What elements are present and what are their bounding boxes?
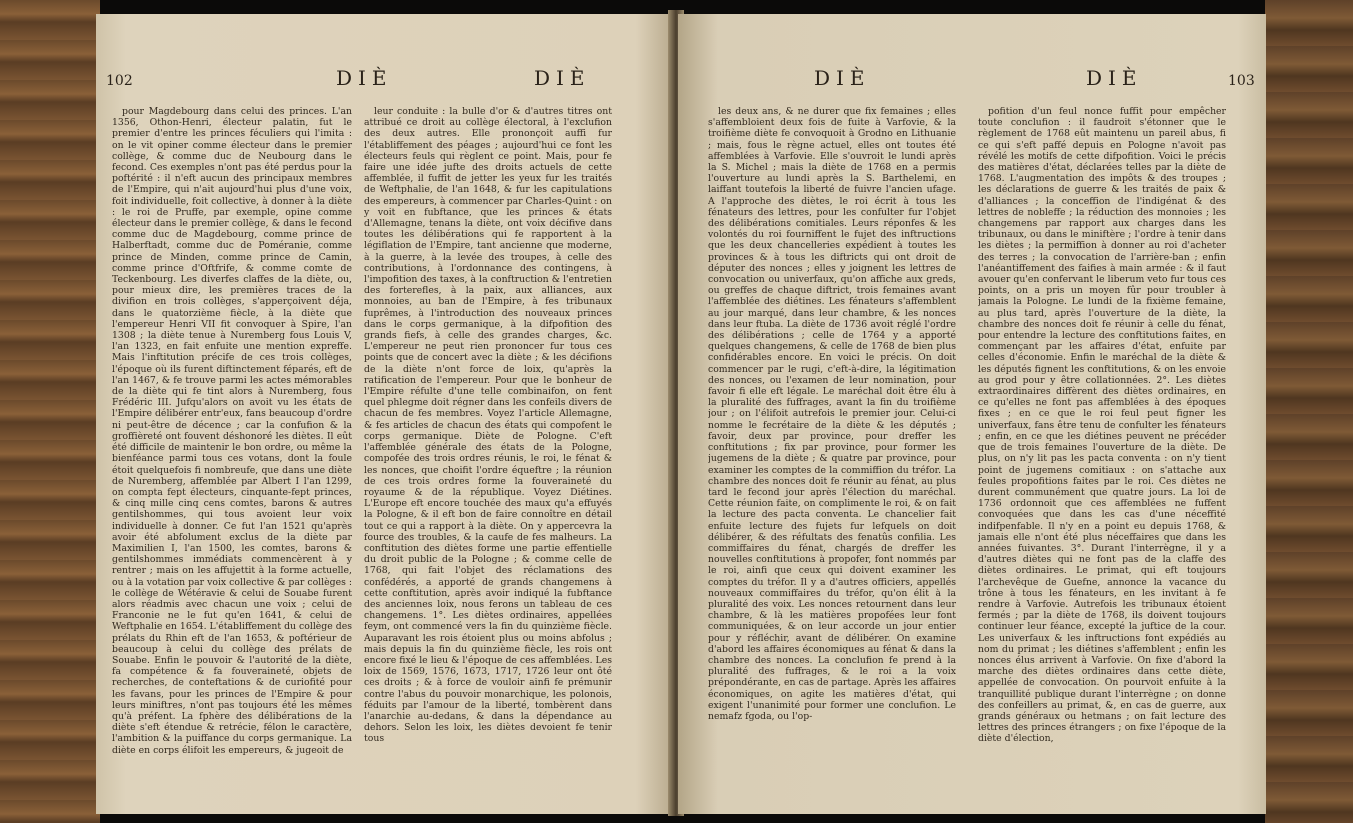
book-cover-left-edge [0,0,100,823]
column-text: pofition d'un feul nonce fuffit pour empêcher toute conclufion : il faudroit s'étonner que le règlement de 1768 eût maintenu un pareil abus, fi ce qui s'eft paffé depuis en Pologne n'avoit pas révélé les motifs de cette difpofition. Voici le précis des matières d'état, déclarées telles par la diète de 1768. L'augmentation des impôts & des troupes ; les déclarations de guerre & les traités de paix & d'alliances ; la conceffion de l'indigénat & des lettres de nobleffe ; la réduction des monnoies ; les changemens par rapport aux charges dans les tribunaux, ou dans le miniftère ; l'ordre à tenir dans les diètes ; la permiffion à donner au roi d'acheter des terres ; la convocation de l'arrière-ban ; enfin l'anéantiffement des faifies à main armée : & il faut avouer qu'en confervant le liberum veto fur tous ces points, on a pris un moyen fûr pour troubler à jamais la Pologne. Le lundi de la fixième femaine, au plus tard, après l'ouverture de la diète, la chambre des nonces doit fe réunir à celle du fénat, pour entendre la lecture des conftitutions faites, en commençant par les affaires d'état, enfuite par celles d'économie. Enfin le maréchal de la diète & les députés fignent les conftitutions, & on les envoie au grod pour y être collationnées. 2°. Les diètes extraordinaires diffèrent des diètes ordinaires, en ce qu'elles ne font pas affemblées à des époques fixes ; en ce que le roi feul peut figner les univerfaux, fans être tenu de confulter les fénateurs ; enfin, en ce que les diétines peuvent ne précéder que de trois femaines l'ouverture de la diète. De plus, on n'y lit pas les pacta conventa : on n'y tient point de jugemens comitiaux : on s'attache aux feules propofitions faites par le roi. Ces diètes ne durent communément que quatre jours. La loi de 1736 ordonnoit que ces affemblées ne fuffent convoquées que dans les cas d'une néceffité indifpenfable. Il n'y en a point eu depuis 1768, & jamais elle n'ont été plus néceffaires que dans les années fuivantes. 3°. Durant l'interrègne, il y a d'autres diètes qui ne font pas de la claffe des diètes ordinaires. Le primat, qui eft toujours l'archevêque de Guefne, annonce la vacance du trône à tous les fénateurs, en les invitant à fe rendre à Varfovie. Autrefois les tribunaux étoient fermés ; par la diète de 1768, ils doivent toujours continuer leur féance, excepté la juftice de la cour. Les univerfaux & les inftructions font expédiés au nom du primat ; les diétines s'affemblent ; enfin les nonces élus arrivent à Varfovie. On fixe d'abord la marche des diètes ordinaires dans cette diète, appellée de convocation. On pourvoit enfuite à la tranquillité publique durant l'interrègne ; on donne des confeillers au primat, &, en cas de guerre, aux grands généraux ou hetmans ; on fait lecture des lettres des princes étrangers ; on fixe l'époque de la diète d'élection, [978,106,1226,745]
left-running-head-2: DIÈ [534,66,591,90]
right-page-number: 103 [1228,73,1255,89]
right-running-head-2: DIÈ [1086,66,1143,90]
right-page-column-2 [978,106,1226,806]
left-page-column-1 [112,106,352,806]
right-page [678,14,1266,814]
column-text: leur conduite : la bulle d'or & d'autres titres ont attribué ce droit au collège électoral, à l'exclufion des deux autres. Elle prononçoit auffi fur l'établiffement des péages ; aujourd'hui ce font les électeurs feuls qui règlent ce point. Mais, pour fe faire une idée jufte des droits actuels de cette affemblée, il fuffit de jetter les yeux fur les traités de Weftphalie, de l'an 1648, & fur les capitulations des empereurs, à commencer par Charles-Quint : on y voit en fubftance, que les princes & états d'Allemagne, tenans la diète, ont voix décifive dans toutes les délibérations qui fe rapportent à la légiflation de l'Empire, tant ancienne que moderne, à la guerre, à la levée des troupes, à celle des contributions, à l'ordonnance des contingens, à l'impofition des taxes, à la conftruction & l'entretien des forterefles, à la paix, aux alliances, aux monnoies, au ban de l'Empire, à fes tribunaux fuprêmes, à l'introduction des nouveaux princes dans le corps germanique, à la difpofition des grands fiefs, à celle des grandes charges, &c. L'empereur ne peut rien prononcer fur tous ces points que de concert avec la diète ; & les décifions de la diète n'ont force de loix, qu'après la ratification de l'empereur. Pour que le bonheur de l'Empire réfulte d'une telle combinaifon, on fent quel phlegme doit régner dans les confeils divers de chacun de fes membres. Voyez l'article Allemagne, & fes articles de chacun des états qui compofent le corps germanique. Diète de Pologne. C'eft l'affemblée générale des états de la Pologne, compofée des trois ordres réunis, le roi, le fénat & les nonces, que choifit l'ordre équeftre ; la réunion de ces trois ordres forme la fouveraineté du royaume & de la république. Voyez Diétines. L'Europe eft encore touchée des maux qu'a effuyés la Pologne, & il eft bon de faire connoître en détail tout ce qui a rapport à la diète. On y appercevra la fource des troubles, & la caufe de fes malheurs. La conftitution des diètes forme une partie effentielle du droit public de la Pologne ; & comme celle de 1768, qui fait l'objet des réclamations des confédérés, a apporté de grands changemens à cette conftitution, après avoir indiqué la fubftance des anciennes loix, nous ferons un tableau de ces changemens. 1°. Les diètes ordinaires, appellées feym, ont commencé vers la fin du quinzième fiècle. Auparavant les rois étoient plus ou moins abfolus ; mais depuis la fin du quinzième fiècle, les rois ont encore fixé le lieu & l'époque de ces affemblées. Les loix de 1569, 1576, 1673, 1717, 1726 leur ont ôté ces droits ; & à force de vouloir ainfi fe prémunir contre l'abus du pouvoir monarchique, les polonois, féduits par l'amour de la liberté, tombèrent dans l'anarchie au-dedans, & dans la dépendance au dehors. Selon les loix, les diètes devoient fe tenir tous [364,106,612,745]
right-page-column-1 [708,106,956,806]
right-running-head-1: DIÈ [814,66,871,90]
left-page-column-2 [364,106,612,806]
left-page-number: 102 [106,73,133,89]
book-cover-right-edge [1265,0,1353,823]
left-running-head-1: DIÈ [336,66,393,90]
column-text: pour Magdebourg dans celui des princes. L'an 1356, Othon-Henri, électeur palatin, fut le premier d'entre les princes féculiers qui l'imita : on le vit opiner comme électeur dans le premier collège, & comme duc de Neubourg dans le fecond. Ces exemples n'ont pas été perdus pour la poftérité : il n'eft aucun des principaux membres de l'Empire, qui n'ait aujourd'hui plus d'une voix, foit individuelle, foit collective, à donner à la diète : le roi de Pruffe, par exemple, opine comme électeur dans le premier collège, & dans le fecond comme duc de Magdebourg, comme prince de Halberftadt, comme duc de Poméranie, comme prince de Minden, comme prince de Camin, comme prince d'Oftfrife, & comme comte de Teckenbourg. Les diverfes claffes de la diète, ou, pour mieux dire, les premières traces de la divifion en trois collèges, s'apperçoivent déja, dans le quatorzième fiècle, à la diète que l'empereur Henri VII fit convoquer à Spire, l'an 1308 ; la diète tenue à Nuremberg fous Louis V, l'an 1323, en fait enfuite une mention expreffe. Mais l'inftitution précife de ces trois collèges, l'époque où ils furent diftinctement féparés, eft de l'an 1467, & fe trouve parmi les actes mémorables de la diète qui fe tint alors à Nuremberg, fous Frédéric III. Jufqu'alors on avoit vu les états de l'Empire délibérer entr'eux, fans beaucoup d'ordre ni peut-être de décence ; car la confufion & la groffièreté ont fouvent déshonoré les diètes. Il eût été difficile de maintenir le bon ordre, ou même la bienféance parmi tous ces votans, dont la foule étoit quelquefois fi nombreufe, que dans une diète de Nuremberg, affemblée par Albert I l'an 1299, on compta fept électeurs, cinquante-fept princes, & cinq mille cinq cens comtes, barons & autres gentilshommes, qui tous avoient leur voix individuelle à donner. Ce fut l'an 1521 qu'après avoir été abfolument exclus de la diète par Maximilien I, l'an 1500, les comtes, barons & gentilshommes immédiats commencèrent à y rentrer ; mais on les affujettit à la forme actuelle, ou à la votation par voix collective & par collèges : le collège de Wétéravie & celui de Souabe furent alors réadmis avec chacun une voix ; celui de Franconie ne le fut qu'en 1641, & celui de Weftphalie en 1654. L'établiffement du collège des prélats du Rhin eft de l'an 1653, & poftérieur de beaucoup à celui du collège des prélats de Souabe. Enfin le pouvoir & l'autorité de la diète, fa compétence & fa fouveraineté, objets de recherches, de conteftations & de curiofité pour les favans, pour les princes de l'Empire & pour leurs miniftres, n'ont pas toujours été les mêmes qu'à préfent. La fphère des délibérations de la diète s'eft étendue & retrécie, félon le caractère, l'ambition & la puiffance du corps germanique. La diète en corps élifoit les empereurs, & jugeoit de [112,106,352,756]
left-page [96,14,674,814]
column-text: les deux ans, & ne durer que fix femaines ; elles s'affembloient deux fois de fuite à Varfovie, & la troifième diète fe convoquoit à Grodno en Lithuanie ; mais, fous le règne actuel, elles ont toutes été affemblées à Varfovie. Elle s'ouvroit le lundi après la S. Michel ; mais la diète de 1768 en a permis l'ouverture au lundi après la S. Barthelemi, en laiffant toutefois la liberté de fuivre l'ancien ufage. A l'approche des diètes, le roi écrit à tous les fénateurs des lettres, pour les confulter fur l'objet des délibérations comitiales. Leurs réponfes & les volontés du roi fourniffent le fujet des inftructions que les deux chancelleries expédient à toutes les provinces & à tous les diftricts qui ont droit de députer des nonces ; elles y joignent les lettres de convocation ou univerfaux, qu'on affiche aux greds, ou greffes de chaque diftrict, trois femaines avant l'affemblée des diétines. Les fénateurs s'affemblent au jour marqué, dans leur chambre, & les nonces dans leur ftuba. La diète de 1736 avoit réglé l'ordre des délibérations ; celle de 1764 y a apporté quelques changemens, & celle de 1768 de bien plus confidérables encore. En voici le précis. On doit commencer par le rugi, c'eft-à-dire, la légitimation des nonces, ou l'examen de leur nomination, pour favoir fi elle eft légale. Le maréchal doit être élu à la pluralité des fuffrages, avant la fin du troifième jour ; on l'élifoit autrefois le premier jour. Celui-ci nomme le fecrétaire de la diète & les députés ; favoir, deux par province, pour dreffer les conftitutions ; fix par province, pour former les jugemens de la diète ; & quatre par province, pour examiner les comptes de la commiffion du tréfor. La chambre des nonces doit fe réunir au fénat, au plus tard le fecond jour après l'élection du maréchal. Cette réunion faite, on complimente le roi, & on fait la lecture des pacta conventa. Le chancelier fait enfuite lecture des fujets fur lefquels on doit délibérer, & des réfultats des fenatûs confilia. Les commiffaires du fénat, chargés de dreffer les nouvelles conftitutions à propofer, font nommés par le roi, ainfi que ceux qui doivent examiner les comptes du tréfor. Il y a d'autres officiers, appellés nouveaux commiffaires du tréfor, qu'on élit à la pluralité des voix. Les nonces retournent dans leur chambre, & là les matières propofées leur font communiquées, & on leur accorde un jour entier pour y réfléchir, avant de délibérer. On examine d'abord les affaires économiques au fénat & dans la chambre des nonces. La conclufion fe prend à la pluralité des fuffrages, & le roi a la voix prépondérante, en cas de partage. Après les affaires économiques, on agite les matières d'état, qui exigent l'unanimité pour former une conclufion. Le nemafz fgoda, ou l'op- [708,106,956,722]
